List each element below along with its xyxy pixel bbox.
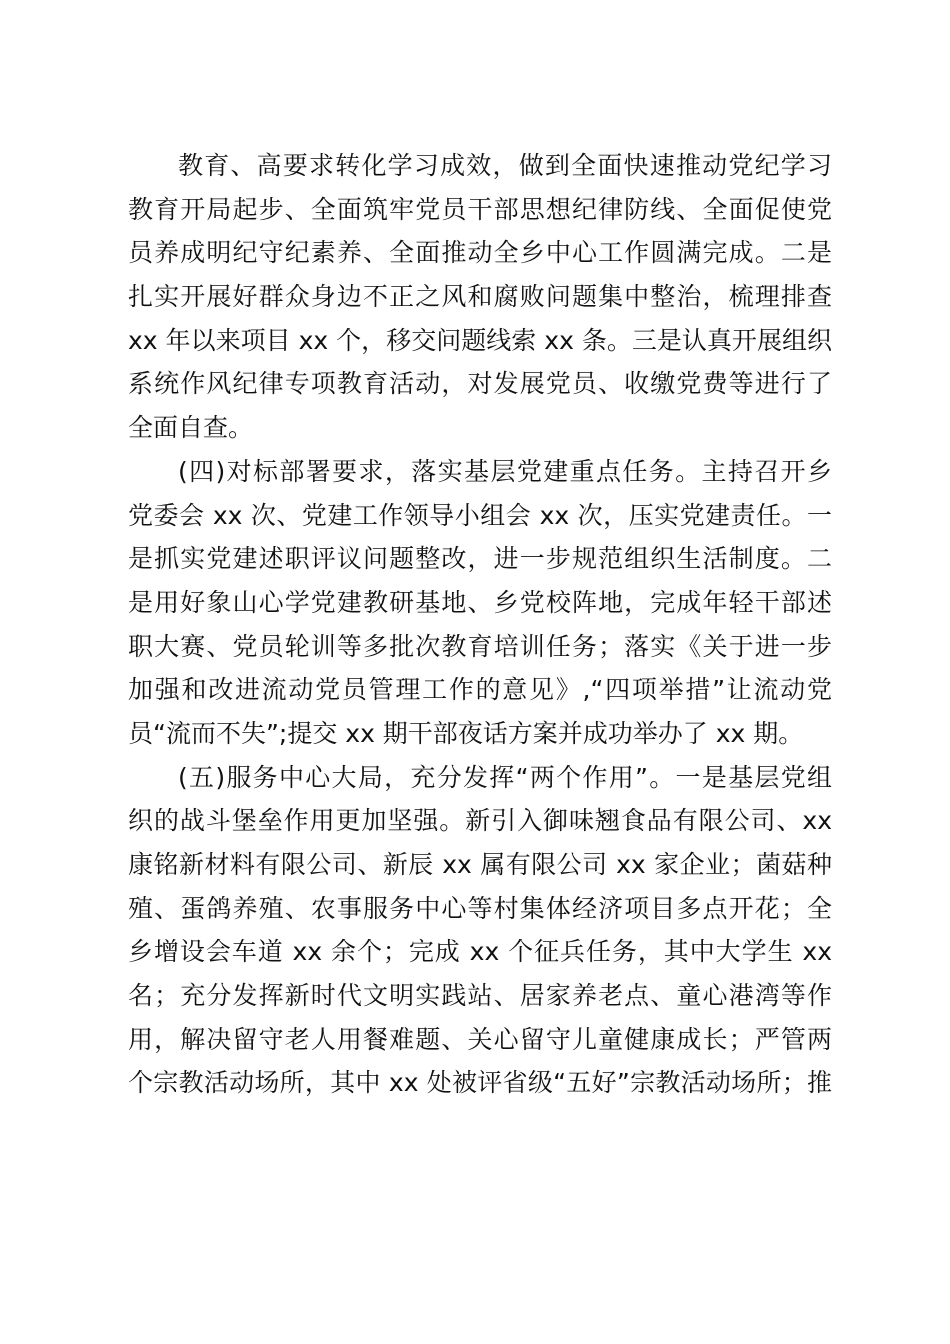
text-line: 扎实开展好群众身边不正之风和腐败问题集中整治，梳理排查 xyxy=(128,282,832,312)
text-line: 员养成明纪守纪素养、全面推动全乡中心工作圆满完成。二是 xyxy=(128,238,832,268)
text-line: (五)服务中心大局，充分发挥“两个作用”。一是基层党组 xyxy=(178,762,832,792)
text-line: 员“流而不失”;提交 xx 期干部夜话方案并成功举办了 xx 期。 xyxy=(128,718,804,748)
paragraph xyxy=(128,450,832,756)
text-line: 教育、高要求转化学习成效，做到全面快速推动党纪学习 xyxy=(178,151,832,180)
text-line: 康铭新材料有限公司、新辰 xx 属有限公司 xx 家企业；菌菇种 xyxy=(128,850,832,879)
text-line: 乡增设会车道 xx 余个；完成 xx 个征兵任务，其中大学生 xx xyxy=(128,937,832,967)
text-line: 名；充分发挥新时代文明实践站、居家养老点、童心港湾等作 xyxy=(128,981,832,1011)
paragraph xyxy=(128,756,832,1106)
text-line: (四)对标部署要求，落实基层党建重点任务。主持召开乡 xyxy=(178,456,832,486)
text-line: 殖、蛋鸽养殖、农事服务中心等村集体经济项目多点开花；全 xyxy=(128,893,832,923)
text-line: 个宗教活动场所，其中 xx 处被评省级“五好”宗教活动场所；推 xyxy=(128,1068,832,1098)
text-line: 教育开局起步、全面筑牢党员干部思想纪律防线、全面促使党 xyxy=(128,194,832,224)
text-line: 全面自查。 xyxy=(128,413,254,443)
text-line: 职大赛、党员轮训等多批次教育培训任务；落实《关于进一步 xyxy=(128,631,832,661)
text-line: xx 年以来项目 xx 个，移交问题线索 xx 条。三是认真开展组织 xyxy=(128,325,832,355)
text-line: 加强和改进流动党员管理工作的意见》,“四项举措”让流动党 xyxy=(128,675,832,705)
text-line: 系统作风纪律专项教育活动，对发展党员、收缴党费等进行了 xyxy=(128,369,832,399)
text-line: 用，解决留守老人用餐难题、关心留守儿童健康成长；严管两 xyxy=(128,1024,832,1054)
paragraph xyxy=(128,144,832,450)
text-line: 织的战斗堡垒作用更加坚强。新引入御味翘食品有限公司、xx xyxy=(128,806,832,836)
document-body xyxy=(128,144,832,1105)
text-line: 是用好象山心学党建教研基地、乡党校阵地，完成年轻干部述 xyxy=(128,587,832,617)
text-line: 是抓实党建述职评议问题整改，进一步规范组织生活制度。二 xyxy=(128,544,832,574)
text-line: 党委会 xx 次、党建工作领导小组会 xx 次，压实党建责任。一 xyxy=(128,500,832,530)
